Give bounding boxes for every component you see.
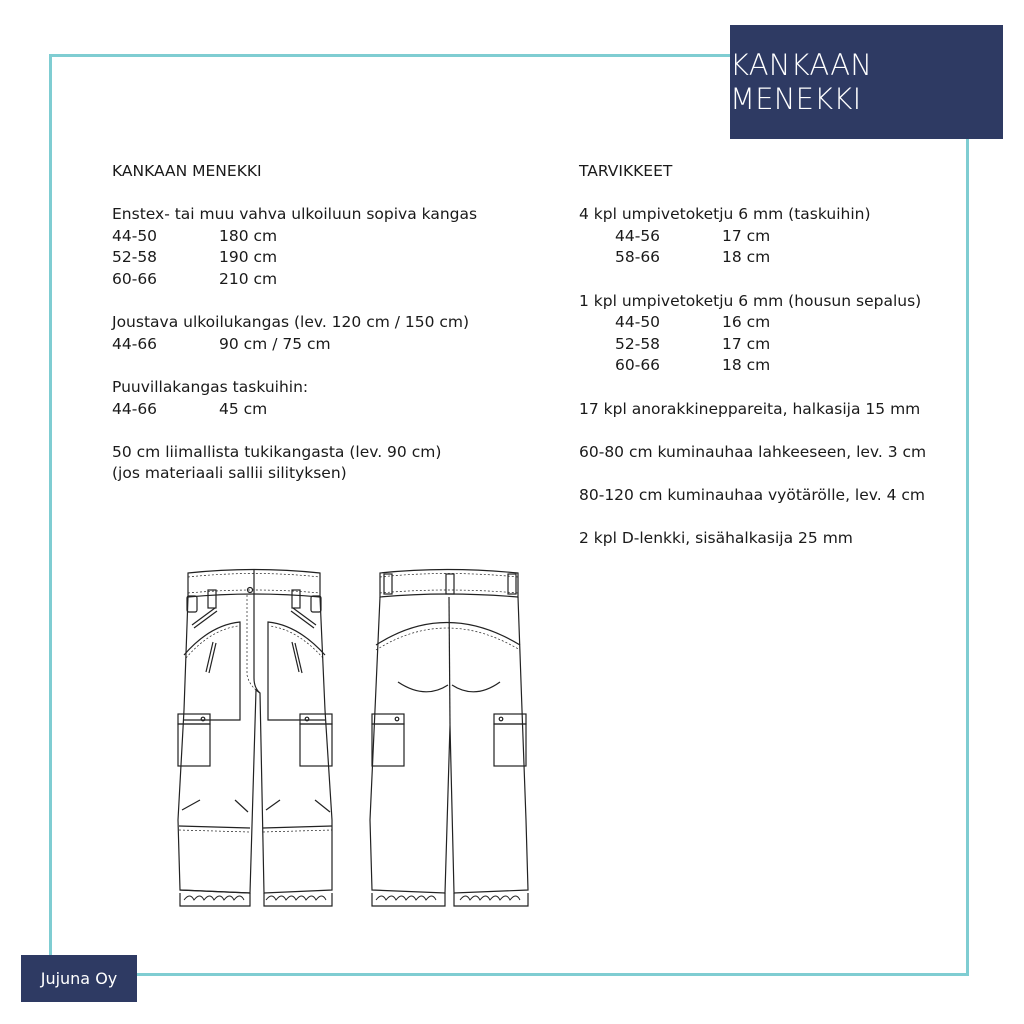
snaps-line: 17 kpl anorakkineppareita, halkasija 15 mm [579, 399, 921, 418]
table-row [112, 269, 532, 291]
amount-cell: 180 cm [219, 226, 278, 245]
brand-name: Jujuna Oy [40, 969, 118, 988]
brand-badge [21, 955, 137, 1002]
section-heading: KANKAAN MENEKKI [112, 162, 262, 180]
size-cell: 44-66 [112, 399, 158, 418]
amount-cell: 190 cm [219, 248, 278, 267]
elastic-leg-line: 60-80 cm kuminauhaa lahkeeseen, lev. 3 cm [579, 442, 927, 461]
pants-back [370, 570, 528, 907]
size-cell: 60-66 [615, 356, 661, 375]
elastic-waist-line: 80-120 cm kuminauhaa vyötärölle, lev. 4 cm [579, 485, 925, 504]
supplies-section [579, 161, 979, 550]
table-row [579, 226, 979, 248]
size-cell: 44-50 [112, 226, 158, 245]
zip1-title: 4 kpl umpivetoketju 6 mm (taskuihin) [579, 205, 871, 224]
pants-illustration [170, 560, 540, 910]
size-cell: 44-56 [615, 226, 661, 245]
amount-cell: 90 cm / 75 cm [219, 334, 331, 353]
table-row [112, 334, 532, 356]
fabric3-title: Puuvillakangas taskuihin: [112, 377, 309, 396]
pants-front [178, 569, 332, 906]
table-row [579, 312, 979, 334]
zip2-title: 1 kpl umpivetoketju 6 mm (housun sepalus) [579, 291, 922, 310]
size-cell: 44-50 [615, 313, 661, 332]
amount-cell: 18 cm [722, 248, 771, 267]
table-row [112, 226, 532, 248]
size-cell: 44-66 [112, 334, 158, 353]
size-cell: 52-58 [112, 248, 158, 267]
amount-cell: 18 cm [722, 356, 771, 375]
size-cell: 58-66 [615, 248, 661, 267]
amount-cell: 17 cm [722, 334, 771, 353]
amount-cell: 45 cm [219, 399, 268, 418]
d-ring-line: 2 kpl D-lenkki, sisähalkasija 25 mm [579, 529, 853, 548]
table-row [579, 355, 979, 377]
fabric-section [112, 161, 532, 485]
title-banner [730, 25, 1003, 139]
pants-drawing [170, 560, 540, 910]
section-heading: TARVIKKEET [579, 162, 673, 180]
size-cell: 52-58 [615, 334, 661, 353]
table-row [112, 399, 532, 421]
table-row [112, 247, 532, 269]
amount-cell: 16 cm [722, 313, 771, 332]
fabric2-title: Joustava ulkoilukangas (lev. 120 cm / 150 cm) [112, 313, 470, 332]
interfacing-line: 50 cm liimallista tukikangasta (lev. 90 cm) [112, 442, 442, 461]
amount-cell: 17 cm [722, 226, 771, 245]
size-cell: 60-66 [112, 269, 158, 288]
amount-cell: 210 cm [219, 269, 278, 288]
table-row [579, 334, 979, 356]
table-row [579, 247, 979, 269]
banner-title: KANKAAN MENEKKI [730, 48, 873, 116]
interfacing-note: (jos materiaali sallii silityksen) [112, 464, 347, 483]
fabric1-title: Enstex- tai muu vahva ulkoiluun sopiva kangas [112, 205, 478, 224]
